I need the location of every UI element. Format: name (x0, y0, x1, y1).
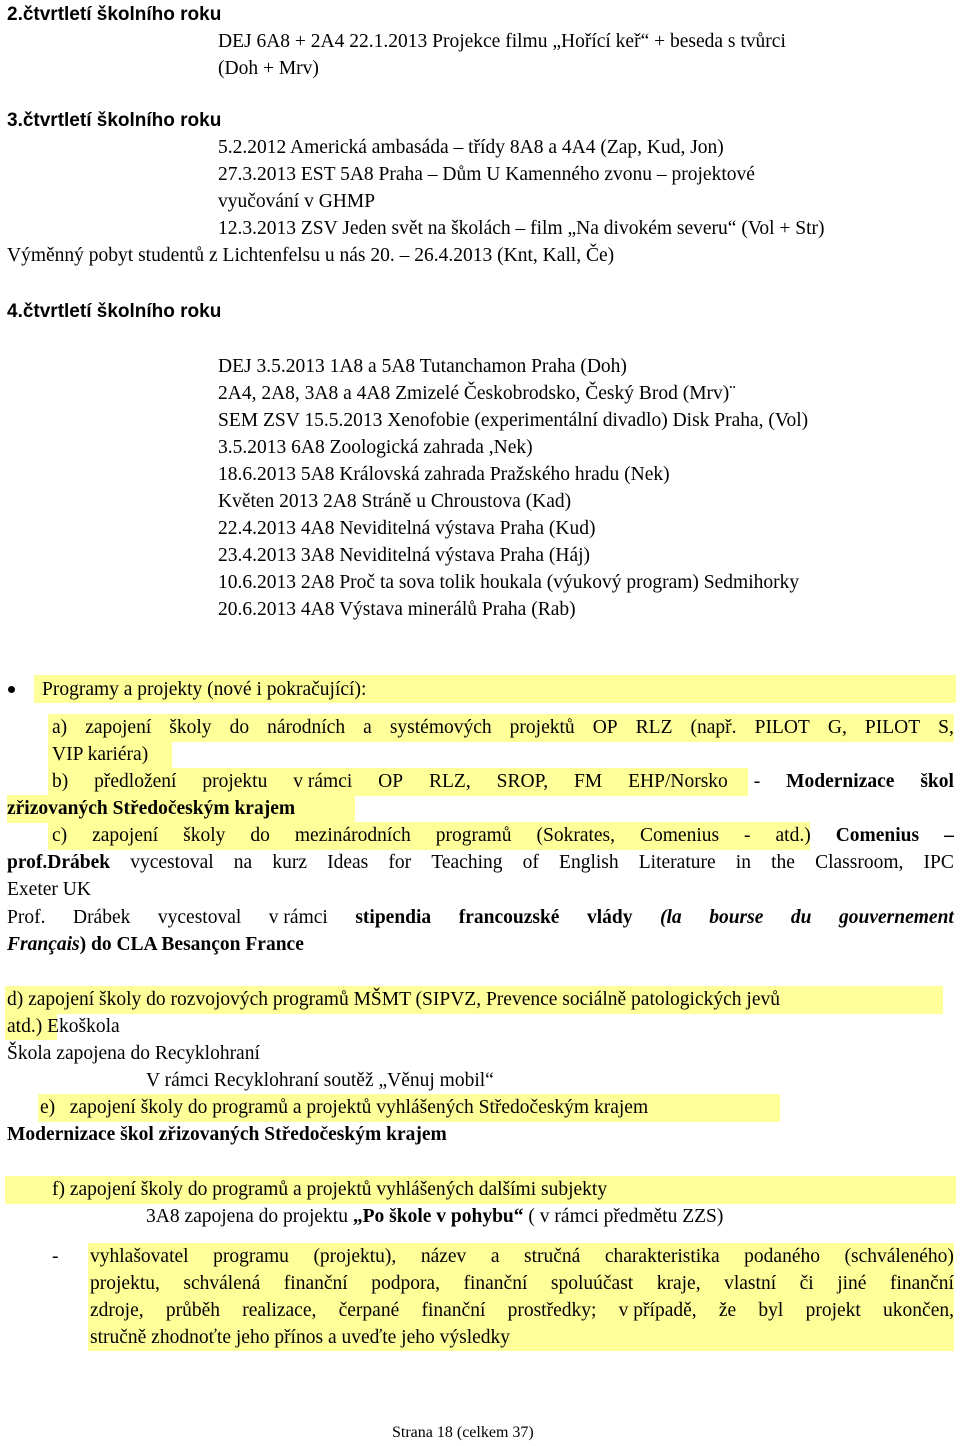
word: b) (52, 771, 69, 792)
q3-heading: 3.čtvrtletí školního roku (7, 110, 222, 131)
word: do (229, 717, 250, 738)
q2-heading: 2.čtvrtletí školního roku (7, 4, 222, 25)
word: a) (52, 717, 68, 738)
word: podaného (744, 1246, 820, 1267)
word: FM (574, 771, 603, 792)
word: kraje, (656, 1273, 701, 1294)
word: Modernizace (786, 771, 895, 792)
word: realizace, (242, 1300, 317, 1321)
recyklohrani-line-2: V rámci Recyklohraní soutěž „Věnuj mobil“ (146, 1070, 494, 1091)
word: prof.Drábek (7, 852, 111, 873)
program-d-line-2 (7, 1013, 120, 1040)
word: vlastní (724, 1273, 777, 1294)
word: finanční (889, 1273, 954, 1294)
program-b-line-1 (52, 768, 954, 795)
program-g-line-2 (90, 1270, 954, 1297)
word: ( v rámci předmětu ZZS) (523, 1206, 724, 1227)
q4-item: 18.6.2013 5A8 Královská zahrada Pražského hradu (Nek) (218, 464, 670, 485)
q4-item: SEM ZSV 15.5.2013 Xenofobie (experimentální divadlo) Disk Praha, (Vol) (218, 410, 809, 431)
q2-item-1-cont: (Doh + Mrv) (218, 58, 319, 79)
q3-item-4: Výměnný pobyt studentů z Lichtenfelsu u nás 20. – 26.4.2013 (Knt, Kall, Če) (7, 245, 615, 266)
word: předložení (94, 771, 177, 792)
word: (schváleného) (844, 1246, 954, 1267)
recyklohrani-line-1: Škola zapojena do Recyklohraní (7, 1043, 260, 1064)
q4-item: 23.4.2013 3A8 Neviditelná výstava Praha (Háj) (218, 545, 591, 566)
word: finanční (463, 1273, 528, 1294)
word: (projektu), (313, 1246, 397, 1267)
word: Prof. (7, 907, 46, 928)
word: G, (827, 717, 847, 738)
word: for (388, 852, 412, 873)
program-a-line-1 (52, 714, 954, 741)
q4-item: 3.5.2013 6A8 Zoologická zahrada ,Nek) (218, 437, 533, 458)
word: – (944, 825, 954, 846)
q3-item-2-cont: vyučování v GHMP (218, 191, 376, 212)
program-c-line-2 (7, 849, 954, 876)
word: školy (183, 825, 226, 846)
prof-line-1 (7, 904, 954, 931)
q4-item: 20.6.2013 4A8 Výstava minerálů Praha (Rab) (218, 599, 576, 620)
word: charakteristika (604, 1246, 720, 1267)
program-f-line-1: f) zapojení školy do programů a projektů vyhlášených dalšími subjekty (52, 1179, 608, 1200)
word: bourse (709, 907, 764, 928)
word: (Sokrates, (536, 825, 616, 846)
page-footer: Strana 18 (celkem 37) (392, 1424, 534, 1441)
word: OP (592, 717, 618, 738)
word: finanční (421, 1300, 486, 1321)
word: zdroje, (90, 1300, 144, 1321)
word: - (744, 825, 751, 846)
word: 3A8 zapojena do projektu (146, 1206, 353, 1227)
q3-item-2: 27.3.2013 EST 5A8 Praha – Dům U Kamenného zvonu – projektové (218, 164, 755, 185)
word: Comenius (835, 825, 920, 846)
program-e-line-2: Modernizace škol zřizovaných Středočeským krajem (7, 1124, 447, 1145)
word: of (522, 852, 539, 873)
word: Literature (638, 852, 716, 873)
q4-item: 10.6.2013 2A8 Proč ta sova tolik houkala (výukový program) Sedmihorky (218, 572, 800, 593)
word: IPC (923, 852, 954, 873)
q4-item: DEJ 3.5.2013 1A8 a 5A8 Tutanchamon Praha (Doh) (218, 356, 627, 377)
word: podpora, (371, 1273, 440, 1294)
word: průběh (165, 1300, 220, 1321)
word: S, (938, 717, 954, 738)
q4-item: Květen 2013 2A8 Stráně u Chroustova (Kad) (218, 491, 572, 512)
q4-item: 22.4.2013 4A8 Neviditelná výstava Praha (Kud) (218, 518, 596, 539)
word: byl (758, 1300, 784, 1321)
word: vlády (586, 907, 633, 928)
word: název (420, 1246, 467, 1267)
q3-item-3: 12.3.2013 ZSV Jeden svět na školách – film „Na divokém severu“ (Vol + Str) (218, 218, 825, 239)
program-g-line-3 (90, 1297, 954, 1324)
word: atd.) (7, 1016, 43, 1037)
word: v rámci (268, 907, 328, 928)
word: stipendia (355, 907, 432, 928)
word: EHP/Norsko (628, 771, 728, 792)
word: c) (52, 825, 68, 846)
program-c-line-3: Exeter UK (7, 879, 91, 900)
word: projektu, (90, 1273, 160, 1294)
word: prostředky; (507, 1300, 597, 1321)
q4-item: 2A4, 2A8, 3A8 a 4A8 Zmizelé Českobrodsko, Český Brod (Mrv)¨ (218, 383, 736, 404)
q4-heading: 4.čtvrtletí školního roku (7, 301, 222, 322)
word: projektu (202, 771, 268, 792)
word: in (735, 852, 751, 873)
word: Teaching (431, 852, 503, 873)
word: „Po škole v pohybu“ (352, 1206, 524, 1227)
word: projektů (509, 717, 575, 738)
word: (la (660, 907, 682, 928)
program-f-line-2 (146, 1203, 723, 1230)
word: mezinárodních (294, 825, 411, 846)
programs-title: Programy a projekty (nové i pokračující): (42, 679, 367, 700)
q2-item-1: DEJ 6A8 + 2A4 22.1.2013 Projekce filmu „Hořící keř“ + beseda s tvůrci (218, 31, 786, 52)
word: English (559, 852, 619, 873)
word: a (363, 717, 372, 738)
program-a-line-2: VIP kariéra) (52, 744, 149, 765)
word: projekt (805, 1300, 861, 1321)
program-d-line-1: d) zapojení školy do rozvojových programů MŠMT (SIPVZ, Prevence sociálně patologických jevů (7, 989, 780, 1010)
word: Comenius (639, 825, 720, 846)
word: spoluúčast (550, 1273, 634, 1294)
prof-line-2 (7, 931, 304, 958)
word: zapojení (92, 825, 159, 846)
word: vyhlašovatel (90, 1246, 189, 1267)
word: OP (378, 771, 404, 792)
program-b-line-2: zřizovaných Středočeským krajem (7, 798, 296, 819)
word: RLZ (635, 717, 673, 738)
word: ) do CLA Besançon France (79, 934, 304, 955)
word: PILOT (754, 717, 810, 738)
word: SROP, (496, 771, 549, 792)
q3-item-1: 5.2.2012 Americká ambasáda – třídy 8A8 a 4A4 (Zap, Kud, Jon) (218, 137, 724, 158)
word: ukončen, (883, 1300, 954, 1321)
word: školy (169, 717, 212, 738)
word: vycestoval (157, 907, 242, 928)
word: či (799, 1273, 814, 1294)
bullet-icon (8, 686, 15, 693)
word: du (790, 907, 812, 928)
program-e-line-1: e) zapojení školy do programů a projektů vyhlášených Středočeským krajem (40, 1097, 649, 1118)
word: vycestoval (130, 852, 214, 873)
word: škol (920, 771, 954, 792)
word: Français (7, 934, 80, 955)
word: a (490, 1246, 500, 1267)
program-g-line-1 (90, 1243, 954, 1270)
word: RLZ, (429, 771, 471, 792)
word: Classroom, (815, 852, 904, 873)
word: v případě, (618, 1300, 697, 1321)
word: the (771, 852, 795, 873)
word: Ekoškola (42, 1016, 120, 1037)
word: v rámci (293, 771, 353, 792)
word: do (250, 825, 270, 846)
word: programu (213, 1246, 289, 1267)
word: stručná (524, 1246, 581, 1267)
word: PILOT (864, 717, 921, 738)
word: programů (435, 825, 512, 846)
word: zapojení (85, 717, 152, 738)
word: systémových (389, 717, 492, 738)
word: - (753, 771, 761, 792)
word: čerpané (338, 1300, 400, 1321)
word: gouvernement (839, 907, 954, 928)
word: na (233, 852, 253, 873)
word: Ideas (327, 852, 369, 873)
word: francouzské (458, 907, 560, 928)
word: národních (267, 717, 346, 738)
word: (např. (690, 717, 737, 738)
word: schválená (183, 1273, 261, 1294)
program-c-line-1 (52, 822, 954, 849)
word: kurz (272, 852, 307, 873)
word: Drábek (72, 907, 131, 928)
word: jiné (837, 1273, 867, 1294)
dash-marker: - (52, 1246, 59, 1267)
word: že (718, 1300, 737, 1321)
word: atd.) (775, 825, 811, 846)
word: finanční (283, 1273, 348, 1294)
program-g-line-4: stručně zhodnoťte jeho přínos a uveďte jeho výsledky (90, 1327, 511, 1348)
